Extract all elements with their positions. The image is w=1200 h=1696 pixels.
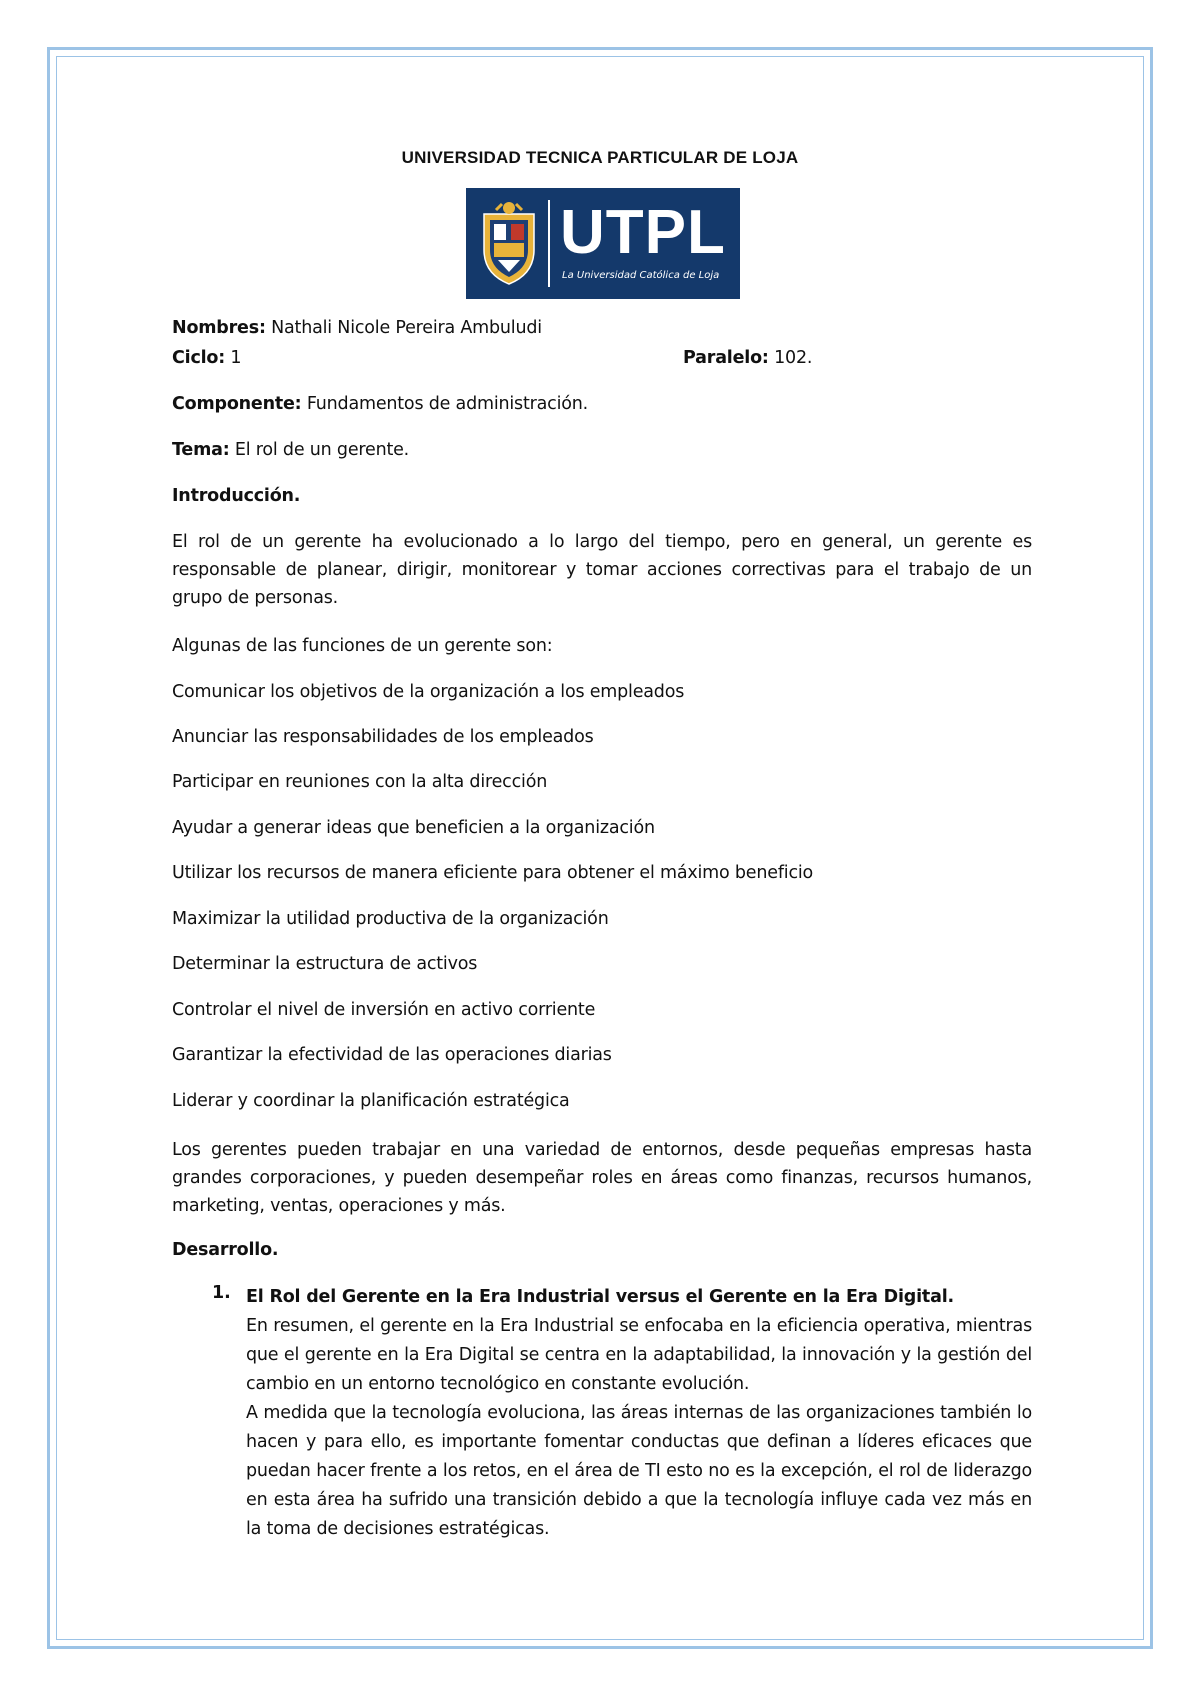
list-item-paragraph: En resumen, el gerente en la Era Industrial se enfocaba en la eficiencia operativa, mientras que el gerente en la Era Digital se centra en la adaptabilidad, la innovación y la gestión del cambio en un entorno tecnológico en constante evolución.	[246, 1316, 1032, 1394]
paralelo-value: 102.	[774, 348, 813, 368]
paralelo-label: Paralelo:	[683, 348, 769, 368]
function-item: Determinar la estructura de activos	[172, 954, 478, 974]
componente-label: Componente:	[172, 394, 302, 414]
function-item: Ayudar a generar ideas que beneficien a la organización	[172, 818, 655, 838]
componente-line	[172, 394, 588, 414]
list-item-paragraph: A medida que la tecnología evoluciona, las áreas internas de las organizaciones también lo hacen y para ello, es importante fomentar conductas que definan a líderes eficaces que puedan hacer frente a los retos, en el área de TI esto no es la excepción, el rol de liderazgo en esta área ha sufrido una transición debido a que la tecnología influye cada vez más en la toma de decisiones estratégicas.	[246, 1403, 1032, 1539]
paralelo-line	[683, 348, 812, 368]
logo-tagline: La Universidad Católica de Loja	[562, 270, 720, 281]
function-item: Garantizar la efectividad de las operaciones diarias	[172, 1045, 612, 1065]
university-title: UNIVERSIDAD TECNICA PARTICULAR DE LOJA	[401, 148, 799, 167]
intro-paragraph: El rol de un gerente ha evolucionado a lo largo del tiempo, pero en general, un gerente es responsable de planear, dirigir, monitorear y tomar acciones correctivas para el trabajo de un grupo de personas.	[172, 532, 1032, 608]
componente-value: Fundamentos de administración.	[306, 394, 588, 414]
utpl-logo	[466, 188, 740, 299]
function-item: Liderar y coordinar la planificación estratégica	[172, 1091, 570, 1111]
function-item: Utilizar los recursos de manera eficiente para obtener el máximo beneficio	[172, 863, 814, 883]
intro-closing: Los gerentes pueden trabajar en una variedad de entornos, desde pequeñas empresas hasta grandes corporaciones, y pueden desempeñar roles en áreas como finanzas, recursos humanos, marketing, ventas, operaciones y más.	[172, 1140, 1032, 1216]
function-item: Maximizar la utilidad productiva de la organización	[172, 909, 609, 929]
list-item-title: El Rol del Gerente en la Era Industrial versus el Gerente en la Era Digital.	[246, 1287, 954, 1307]
crest-icon	[478, 200, 540, 286]
nombres-value: Nathali Nicole Pereira Ambuludi	[271, 318, 542, 338]
logo-wordmark: UTPL	[560, 198, 726, 267]
nombres-label: Nombres:	[172, 318, 266, 338]
ciclo-value: 1	[230, 348, 242, 368]
function-item: Comunicar los objetivos de la organización a los empleados	[172, 682, 685, 702]
development-heading: Desarrollo.	[172, 1240, 279, 1260]
ciclo-line	[172, 348, 241, 368]
tema-value: El rol de un gerente.	[234, 440, 410, 460]
logo-separator	[548, 200, 550, 287]
tema-label: Tema:	[172, 440, 230, 460]
function-item: Anunciar las responsabilidades de los empleados	[172, 727, 594, 747]
functions-intro: Algunas de las funciones de un gerente son:	[172, 636, 553, 656]
function-item: Controlar el nivel de inversión en activo corriente	[172, 1000, 596, 1020]
nombres-line	[172, 318, 542, 338]
tema-line	[172, 440, 409, 460]
list-item-body	[246, 1283, 1032, 1544]
function-item: Participar en reuniones con la alta dirección	[172, 772, 548, 792]
ciclo-label: Ciclo:	[172, 348, 226, 368]
intro-heading: Introducción.	[172, 486, 301, 506]
list-item-number: 1.	[212, 1283, 231, 1303]
